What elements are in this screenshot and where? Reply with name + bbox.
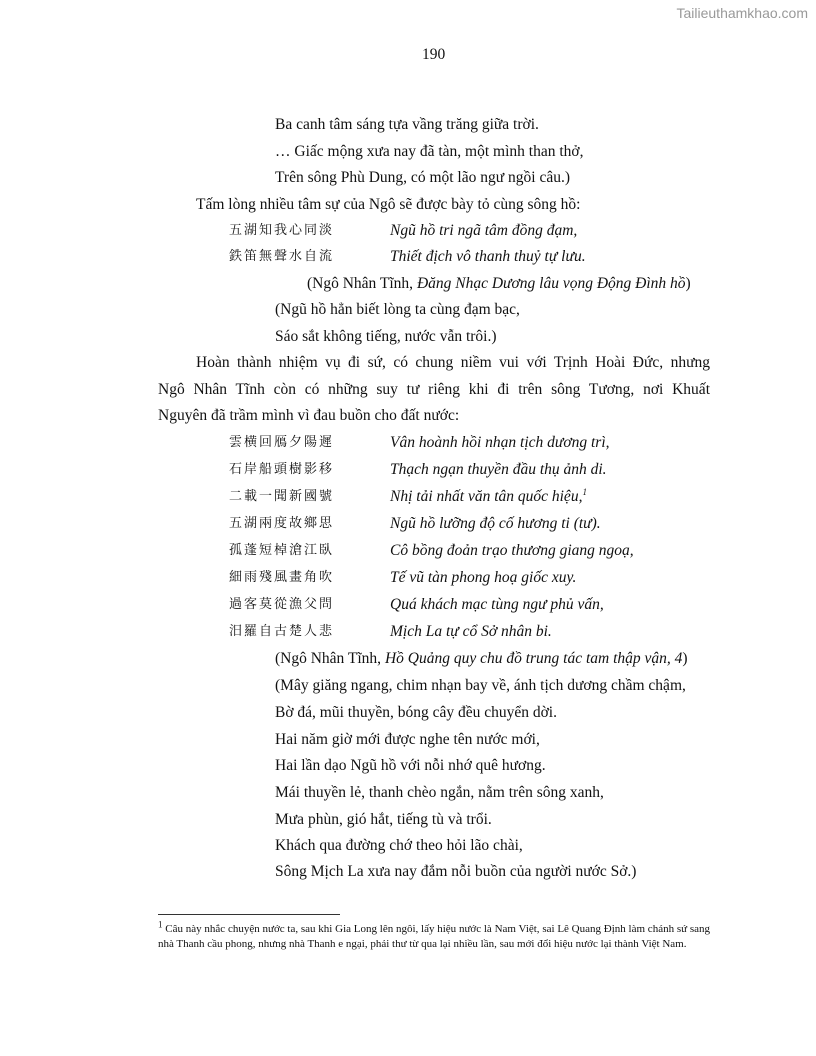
poem-viet-text: Nhị tải nhất văn tân quốc hiệu, [390,488,583,505]
footnote-rule [158,914,340,915]
poem-viet [390,622,552,642]
poem-viet: Thiết địch vô thanh thuỷ tự lưu. [390,248,586,265]
poem-viet-text: Ngũ hồ lưỡng độ cố hương ti (tư). [390,515,601,532]
verse-line: Trên sông Phù Dung, có một lão ngư ngồi câu.) [275,169,570,186]
verse-line: Ba canh tâm sáng tựa vầng trăng giữa trời. [275,116,539,133]
footnote-text: Câu này nhắc chuyện nước ta, sau khi Gia Long lên ngôi, lấy hiệu nước là Nam Việt, sai Lê Quang Định làm chánh sứ sang nhà Thanh cầu phong, nhưng nhà Thanh e ngại, phải thư từ qua lại nhiều lần, sau mới đổi hiệu nước lại thành Việt Nam. [158,923,711,950]
poem-viet-text: Quá khách mạc tùng ngư phủ vấn, [390,596,604,613]
citation-author: (Ngô Nhân Tĩnh, [275,650,385,667]
poem-viet [390,433,610,453]
poem-viet [390,541,634,561]
footnote-marker: 1 [158,919,163,930]
translation-line: Sáo sắt không tiếng, nước vẫn trôi.) [275,328,497,345]
translation-line: Sông Mịch La xưa nay đắm nỗi buồn của người nước Sở.) [275,863,637,880]
citation [307,274,691,294]
poem-viet-text: Mịch La tự cổ Sở nhân bi. [390,623,552,640]
watermark: Tailieuthamkhao.com [676,5,808,21]
footnote-ref[interactable]: 1 [582,486,587,497]
paragraph: Tấm lòng nhiều tâm sự của Ngô sẽ được bày tỏ cùng sông hồ: [196,196,581,213]
poem-viet: Ngũ hồ tri ngã tâm đồng đạm, [390,222,578,239]
poem-viet-text: Cô bồng đoản trạo thương giang ngoạ, [390,542,634,559]
citation [275,649,688,669]
poem-han: 五湖兩度故鄉思 [229,516,335,531]
poem-han: 石岸船頭樹影移 [229,462,335,477]
verse-line: … Giấc mộng xưa nay đã tàn, một mình than thở, [275,143,584,160]
paragraph-line: Nguyên đã trầm mình vì đau buồn cho đất nước: [158,407,460,424]
poem-viet [390,514,601,534]
translation-line: Hai năm giờ mới được nghe tên nước mới, [275,731,540,748]
poem-han: 五湖知我心同淡 [229,223,335,238]
poem-han: 二載一聞新國號 [229,489,335,504]
poem-han: 雲横回鴈夕陽遲 [229,435,335,450]
poem-viet [390,595,604,615]
poem-han: 汨羅自古楚人悲 [229,624,335,639]
citation-title: Hồ Quảng quy chu đồ trung tác tam thập vận, 4 [384,650,683,667]
paragraph-line: Hoàn thành nhiệm vụ đi sứ, có chung niềm vui với Trịnh Hoài Đức, nhưng [196,354,710,371]
poem-viet-text: Vân hoành hồi nhạn tịch dương trì, [390,434,610,451]
translation-line: (Mây giăng ngang, chim nhạn bay về, ánh tịch dương chầm chậm, [275,677,686,694]
poem-viet-text: Tế vũ tàn phong hoạ giốc xuy. [390,569,577,586]
translation-line: Mưa phùn, gió hắt, tiếng tù và trổi. [275,811,492,828]
poem-viet-text: Thạch ngạn thuyền đầu thụ ảnh di. [390,461,607,478]
poem-han: 孤蓬短棹滄江臥 [229,543,335,558]
citation-title: Đăng Nhạc Dương lâu vọng Động Đình hồ [416,275,686,292]
translation-line: Hai lần dạo Ngũ hồ với nỗi nhớ quê hương. [275,757,546,774]
translation-line: Mái thuyền lẻ, thanh chèo ngắn, nằm trên sông xanh, [275,784,604,801]
poem-viet [390,568,576,588]
footnote [158,919,711,952]
translation-line: Bờ đá, mũi thuyền, bóng cây đều chuyển dời. [275,704,557,721]
poem-han: 鉄笛無聲水自流 [229,249,335,264]
translation-line: (Ngũ hồ hẳn biết lòng ta cùng đạm bạc, [275,301,520,318]
page-number: 190 [422,46,446,63]
poem-han: 細雨殘風畫角吹 [229,570,335,585]
paragraph-line: Ngô Nhân Tĩnh còn có những suy tư riêng khi đi trên sông Tương, nơi Khuất [158,381,710,398]
translation-line: Khách qua đường chớ theo hỏi lão chài, [275,837,523,854]
citation-author: (Ngô Nhân Tĩnh, [307,275,417,292]
poem-han: 過客莫從漁父問 [229,597,335,612]
poem-viet [390,487,587,507]
poem-viet [390,460,607,480]
citation-close: ) [685,275,691,292]
citation-close: ) [682,650,688,667]
